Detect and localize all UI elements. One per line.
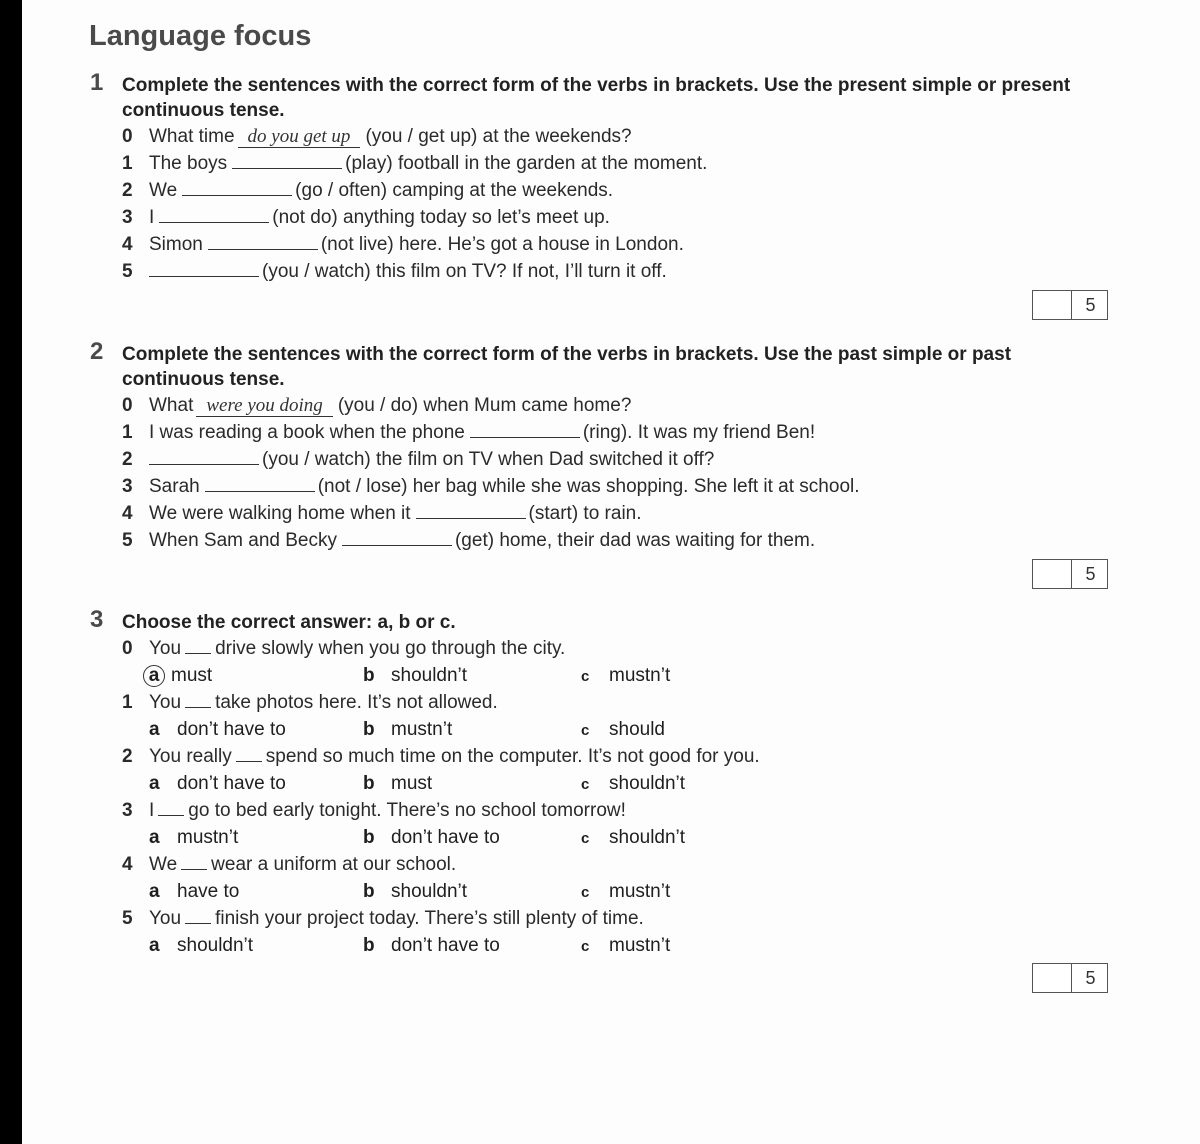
option-b[interactable]: [363, 932, 500, 959]
option-a[interactable]: [149, 716, 286, 743]
answer-blank[interactable]: [149, 446, 259, 465]
ex2-item-2: [122, 446, 714, 473]
worksheet-page: [22, 0, 1200, 1144]
ex2-item-1: [122, 419, 815, 446]
ex1-item-2: [122, 177, 613, 204]
option-a[interactable]: [149, 932, 253, 959]
item-number: 1: [122, 692, 133, 713]
ex3-item-3: [122, 797, 626, 824]
ex3-item-0: [122, 635, 565, 662]
option-text: must: [391, 773, 433, 794]
item-text-before: You: [149, 908, 182, 929]
option-text: mustn’t: [391, 719, 453, 740]
ex3-item-4: [122, 851, 456, 878]
item-number: 4: [122, 234, 133, 255]
item-number: 5: [122, 261, 133, 282]
option-c[interactable]: [581, 716, 665, 744]
answer-blank[interactable]: [208, 231, 318, 250]
item-number: 0: [122, 395, 133, 416]
option-text: have to: [177, 881, 240, 902]
item-number: 4: [122, 503, 133, 524]
option-letter: b: [363, 773, 375, 794]
item-text-after: drive slowly when you go through the city.: [215, 638, 566, 659]
exercise-2-number: 2: [90, 338, 104, 365]
ex3-item-1: [122, 689, 498, 716]
answer-blank[interactable]: [416, 500, 526, 519]
item-text-after: (not do) anything today so let’s meet up.: [272, 207, 610, 228]
option-letter: b: [363, 827, 375, 848]
exercise-1-number: 1: [90, 69, 104, 96]
item-text-before: I was reading a book when the phone: [149, 422, 465, 443]
option-letter: c: [581, 668, 590, 685]
answer-blank[interactable]: [149, 258, 259, 277]
option-text: don’t have to: [391, 827, 500, 848]
exercise-2-instruction: Complete the sentences with the correct form of the verbs in brackets. Use the past simple or past continuous tense.: [122, 344, 1012, 390]
item-text-before: Simon: [149, 234, 203, 255]
option-a[interactable]: [149, 878, 239, 905]
ex1-item-1: [122, 150, 707, 177]
option-text: don’t have to: [177, 773, 286, 794]
item-number: 0: [122, 638, 133, 659]
option-text: should: [609, 719, 665, 740]
option-text: mustn’t: [177, 827, 239, 848]
item-number: 1: [122, 153, 133, 174]
option-letter: b: [363, 665, 375, 686]
item-number: 1: [122, 422, 133, 443]
score-total: 5: [1085, 564, 1096, 584]
option-text: shouldn’t: [177, 935, 254, 956]
example-answer: do you get up: [238, 127, 361, 148]
option-letter: b: [363, 719, 375, 740]
item-text-after: (not / lose) her bag while she was shopping. She left it at school.: [317, 476, 860, 497]
item-text-before: You really: [149, 746, 232, 767]
ex2-item-4: [122, 500, 642, 527]
option-c[interactable]: [581, 770, 685, 798]
exercise-3-instruction: Choose the correct answer: a, b or c.: [122, 612, 456, 633]
item-number: 0: [122, 126, 133, 147]
item-text-after: (not live) here. He’s got a house in London.: [320, 234, 684, 255]
ex3-item-5: [122, 905, 644, 932]
answer-blank[interactable]: [470, 419, 580, 438]
item-text-before: You: [149, 692, 182, 713]
option-text: shouldn’t: [609, 773, 686, 794]
item-text-before: I: [149, 207, 155, 228]
item-text-after: spend so much time on the computer. It’s not good for you.: [265, 746, 760, 767]
item-text-after: (ring). It was my friend Ben!: [582, 422, 816, 443]
item-number: 3: [122, 476, 133, 497]
page-title: Language focus: [89, 20, 312, 52]
option-text: mustn’t: [609, 665, 671, 686]
item-text-before: Sarah: [149, 476, 200, 497]
answer-gap: [236, 743, 262, 762]
option-text: shouldn’t: [391, 881, 468, 902]
option-letter: c: [581, 884, 590, 901]
ex2-item-3: [122, 473, 860, 500]
item-text-after: go to bed early tonight. There’s no school tomorrow!: [188, 800, 626, 821]
score-total: 5: [1085, 968, 1096, 988]
option-text: must: [171, 665, 213, 686]
answer-gap: [185, 905, 211, 924]
option-c[interactable]: [581, 878, 670, 906]
item-text-before: When Sam and Becky: [149, 530, 337, 551]
option-text: mustn’t: [609, 935, 671, 956]
option-letter: c: [581, 776, 590, 793]
option-letter: c: [581, 830, 590, 847]
ex1-item-4: [122, 231, 684, 258]
option-b[interactable]: [363, 824, 500, 851]
option-text: shouldn’t: [609, 827, 686, 848]
item-number: 2: [122, 449, 133, 470]
answer-gap: [185, 635, 211, 654]
item-number: 5: [122, 908, 133, 929]
selected-option-circle: a: [143, 665, 165, 687]
answer-gap: [158, 797, 184, 816]
option-c[interactable]: [581, 662, 670, 690]
answer-blank[interactable]: [232, 150, 342, 169]
option-letter: a: [149, 881, 160, 902]
item-text-after: take photos here. It’s not allowed.: [215, 692, 498, 713]
answer-blank[interactable]: [159, 204, 269, 223]
item-number: 2: [122, 180, 133, 201]
answer-blank[interactable]: [182, 177, 292, 196]
item-text-before: What: [149, 395, 194, 416]
option-letter: a: [149, 773, 160, 794]
option-b[interactable]: [363, 716, 452, 743]
exercise-2-score-box[interactable]: [1032, 559, 1108, 589]
item-text-before: We: [149, 180, 178, 201]
option-a[interactable]: [149, 824, 238, 851]
option-letter: a: [149, 935, 160, 956]
item-number: 2: [122, 746, 133, 767]
item-text-after: (play) football in the garden at the moment.: [345, 153, 708, 174]
item-text-before: The boys: [149, 153, 228, 174]
option-c[interactable]: [581, 824, 685, 852]
exercise-1-instruction: Complete the sentences with the correct form of the verbs in brackets. Use the present simple or present continuous tense.: [122, 75, 1071, 121]
option-c[interactable]: [581, 932, 670, 960]
item-number: 5: [122, 530, 133, 551]
item-text-after: wear a uniform at our school.: [211, 854, 457, 875]
answer-blank[interactable]: [205, 473, 315, 492]
item-text-before: I: [149, 800, 155, 821]
item-text-before: We: [149, 854, 178, 875]
example-answer: were you doing: [196, 396, 332, 417]
option-letter: c: [581, 722, 590, 739]
item-text-after: finish your project today. There’s still plenty of time.: [215, 908, 644, 929]
ex2-item-0: [122, 392, 631, 419]
item-text-after: (you / watch) this film on TV? If not, I’ll turn it off.: [262, 261, 667, 282]
ex1-item-0: [122, 123, 632, 150]
item-text-after: (go / often) camping at the weekends.: [295, 180, 614, 201]
ex1-item-5: [122, 258, 667, 285]
option-b[interactable]: [363, 662, 467, 689]
item-number: 3: [122, 207, 133, 228]
option-b[interactable]: [363, 878, 467, 905]
option-b[interactable]: [363, 770, 432, 797]
option-letter: b: [363, 881, 375, 902]
answer-blank[interactable]: [342, 527, 452, 546]
item-text-after: (you / do) when Mum came home?: [337, 395, 632, 416]
option-a[interactable]: [149, 662, 212, 689]
option-text: shouldn’t: [391, 665, 468, 686]
item-text-before: We were walking home when it: [149, 503, 411, 524]
option-text: don’t have to: [391, 935, 500, 956]
option-letter: a: [149, 719, 160, 740]
option-text: don’t have to: [177, 719, 286, 740]
exercise-3-number: 3: [90, 606, 104, 633]
ex1-item-3: [122, 204, 610, 231]
item-text-before: What time: [149, 126, 235, 147]
exercise-3-score-box[interactable]: [1032, 963, 1108, 993]
ex3-item-2: [122, 743, 760, 770]
answer-gap: [181, 851, 207, 870]
exercise-1-score-box[interactable]: [1032, 290, 1108, 320]
option-a[interactable]: [149, 770, 286, 797]
item-text-before: You: [149, 638, 182, 659]
item-text-after: (get) home, their dad was waiting for them.: [454, 530, 816, 551]
score-total: 5: [1085, 295, 1096, 315]
option-letter: a: [149, 827, 160, 848]
ex2-item-5: [122, 527, 815, 554]
item-text-after: (you / watch) the film on TV when Dad switched it off?: [262, 449, 715, 470]
option-text: mustn’t: [609, 881, 671, 902]
item-text-after: (you / get up) at the weekends?: [365, 126, 632, 147]
item-number: 4: [122, 854, 133, 875]
option-letter: c: [581, 938, 590, 955]
option-letter: b: [363, 935, 375, 956]
item-text-after: (start) to rain.: [528, 503, 642, 524]
item-number: 3: [122, 800, 133, 821]
answer-gap: [185, 689, 211, 708]
